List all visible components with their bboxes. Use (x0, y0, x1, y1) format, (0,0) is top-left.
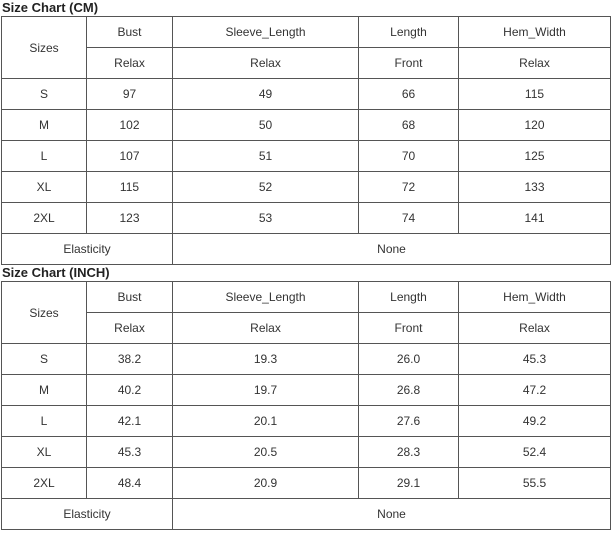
bust-subheader: Relax (87, 48, 173, 79)
sleeve-length-cell: 52 (173, 172, 359, 203)
sizes-header: Sizes (2, 282, 87, 344)
hem-width-cell: 52.4 (459, 437, 611, 468)
sleeve-length-cell: 53 (173, 203, 359, 234)
hem-width-subheader: Relax (459, 313, 611, 344)
length-cell: 27.6 (359, 406, 459, 437)
sleeve-length-cell: 20.1 (173, 406, 359, 437)
length-header: Length (359, 282, 459, 313)
table-row (2, 468, 611, 499)
elasticity-row (2, 499, 611, 530)
size-cell: XL (2, 437, 87, 468)
elasticity-value: None (173, 234, 611, 265)
bust-cell: 38.2 (87, 344, 173, 375)
hem-width-cell: 120 (459, 110, 611, 141)
length-cell: 26.0 (359, 344, 459, 375)
sizes-header: Sizes (2, 17, 87, 79)
hem-width-subheader: Relax (459, 48, 611, 79)
header-row (2, 282, 611, 313)
bust-cell: 45.3 (87, 437, 173, 468)
hem-width-cell: 47.2 (459, 375, 611, 406)
hem-width-cell: 45.3 (459, 344, 611, 375)
sleeve-length-cell: 19.3 (173, 344, 359, 375)
bust-cell: 97 (87, 79, 173, 110)
hem-width-cell: 133 (459, 172, 611, 203)
length-cell: 74 (359, 203, 459, 234)
length-cell: 28.3 (359, 437, 459, 468)
sleeve-length-cell: 20.9 (173, 468, 359, 499)
length-subheader: Front (359, 313, 459, 344)
bust-cell: 123 (87, 203, 173, 234)
hem-width-cell: 125 (459, 141, 611, 172)
table-row (2, 110, 611, 141)
length-cell: 68 (359, 110, 459, 141)
sleeve-length-header: Sleeve_Length (173, 282, 359, 313)
length-cell: 72 (359, 172, 459, 203)
sleeve-length-cell: 50 (173, 110, 359, 141)
table-row (2, 79, 611, 110)
subheader-row (2, 313, 611, 344)
length-cell: 70 (359, 141, 459, 172)
size-cell: 2XL (2, 468, 87, 499)
bust-cell: 115 (87, 172, 173, 203)
size-cell: XL (2, 172, 87, 203)
size-cell: 2XL (2, 203, 87, 234)
size-cell: S (2, 79, 87, 110)
hem-width-header: Hem_Width (459, 282, 611, 313)
length-cell: 26.8 (359, 375, 459, 406)
hem-width-cell: 141 (459, 203, 611, 234)
table-row (2, 344, 611, 375)
table-row (2, 172, 611, 203)
hem-width-header: Hem_Width (459, 17, 611, 48)
hem-width-cell: 49.2 (459, 406, 611, 437)
sleeve-length-cell: 19.7 (173, 375, 359, 406)
size-cell: L (2, 141, 87, 172)
size-cell: S (2, 344, 87, 375)
elasticity-label: Elasticity (2, 499, 173, 530)
bust-cell: 107 (87, 141, 173, 172)
table-row (2, 203, 611, 234)
sleeve-length-cell: 20.5 (173, 437, 359, 468)
table-row (2, 437, 611, 468)
bust-header: Bust (87, 17, 173, 48)
size-cell: L (2, 406, 87, 437)
size-chart-cm-title: Size Chart (CM) (2, 0, 99, 15)
hem-width-cell: 115 (459, 79, 611, 110)
elasticity-value: None (173, 499, 611, 530)
sleeve-length-header: Sleeve_Length (173, 17, 359, 48)
subheader-row (2, 48, 611, 79)
size-chart-inch-table (1, 281, 611, 530)
table-row (2, 406, 611, 437)
table-row (2, 375, 611, 406)
size-chart-cm-table (1, 16, 611, 265)
sleeve-length-subheader: Relax (173, 313, 359, 344)
length-cell: 66 (359, 79, 459, 110)
bust-header: Bust (87, 282, 173, 313)
hem-width-cell: 55.5 (459, 468, 611, 499)
sleeve-length-cell: 51 (173, 141, 359, 172)
bust-cell: 102 (87, 110, 173, 141)
length-header: Length (359, 17, 459, 48)
header-row (2, 17, 611, 48)
sleeve-length-cell: 49 (173, 79, 359, 110)
bust-subheader: Relax (87, 313, 173, 344)
length-subheader: Front (359, 48, 459, 79)
length-cell: 29.1 (359, 468, 459, 499)
sleeve-length-subheader: Relax (173, 48, 359, 79)
size-chart-inch-title: Size Chart (INCH) (2, 265, 110, 280)
bust-cell: 40.2 (87, 375, 173, 406)
elasticity-row (2, 234, 611, 265)
size-cell: M (2, 375, 87, 406)
bust-cell: 48.4 (87, 468, 173, 499)
elasticity-label: Elasticity (2, 234, 173, 265)
table-row (2, 141, 611, 172)
size-cell: M (2, 110, 87, 141)
bust-cell: 42.1 (87, 406, 173, 437)
